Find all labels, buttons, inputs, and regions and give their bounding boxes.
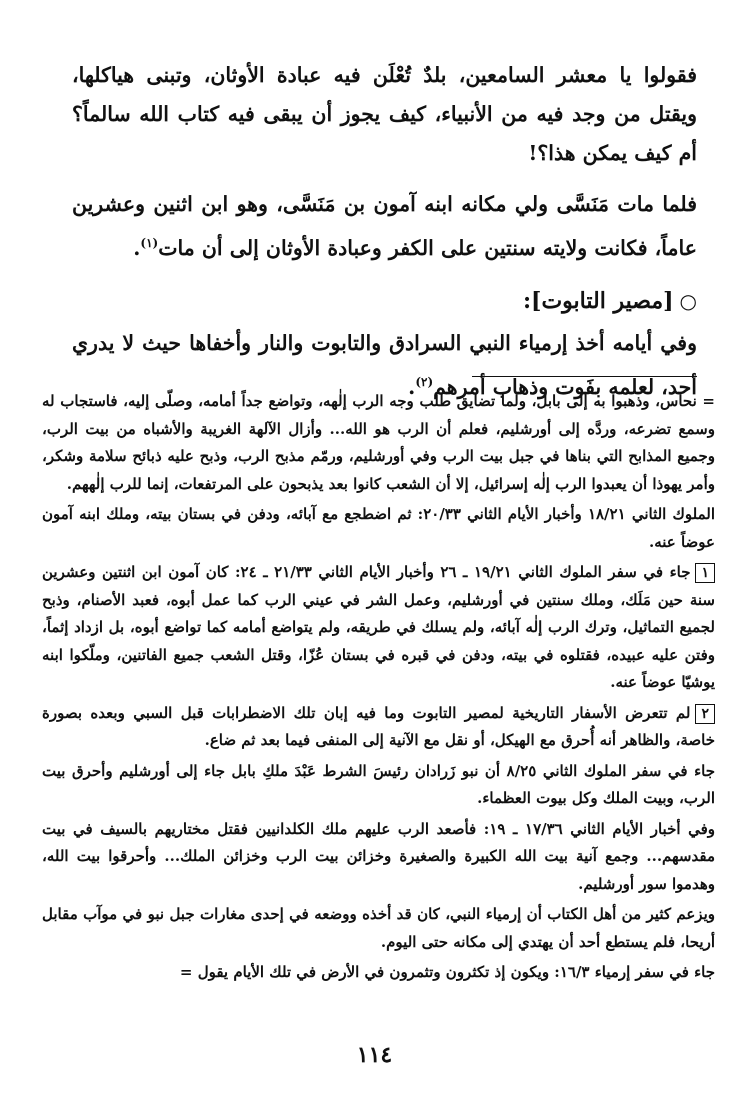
footnote-1-text: جاء في سفر الملوك الثاني ١٩/٢١ ـ ٢٦ وأخبار الأيام الثاني ٢١/٣٣ ـ ٢٤: كان آمون ابن اثنتين وعشرين سنة حين مَلَك، وملك سنتين في أورشليم، وعمل الشر في عيني الرب كما عمل أبوه، فعبد الأصنام، وذبح لجميع التماثيل، وترك الرب إلٰه آبائه، ولم يسلك في طريقه، ولم يتواضع أمامه كما تواضع أبوه، بل ازداد إثماً، وفتن عليه عبيده، فقتلوه في بيته، ودفن في قبره في بستان عُزّا، وقتل الشعب جميع الفاتنين، وملّكوا ابنه يوشيّا عوضاً عنه.: [42, 563, 715, 691]
section-heading: [72, 280, 697, 322]
footnote-ref-2[interactable]: (٢): [415, 374, 434, 389]
paragraph-2-end: .: [133, 235, 141, 260]
circle-bullet-icon: ○: [679, 288, 697, 313]
footnote-2: [42, 700, 715, 755]
footnote-2-text: لم تتعرض الأسفار التاريخية لمصير التابوت وما فيه إبان تلك الاضطرابات قبل السبي وبعده بصورة خاصة، والظاهر أنه أُحرق مع الهيكل، أو نقل مع الآنية إلى المنفى فيما بعد ثم ضاع.: [42, 703, 715, 749]
footnote-continuation: = نحاس، وذهبوا به إلى بابل، ولما تضايق طلب وجه الرب إلٰهه، وتواضع جداً أمامه، وصلّى إليه، فاستجاب له وسمع تضرعه، وردَّه إلى أورشليم، فعلم أن الرب هو الله... وأزال الآلهة الغريبة والأشباه من بيت الرب، وجميع المذابح التي بناها في جبل بيت الرب وفي أورشليم، ورمّم مذبح الرب، وذبح عليه ذبائح سلامة وشكر، وأمر يهوذا أن يعبدوا الرب إلٰه إسرائيل، إلا أن الشعب كانوا بعد يذبحون على المرتفعات، إنما للرب إلٰههم.: [42, 392, 715, 493]
footnote-2-paragraph-3: وفي أخبار الأيام الثاني ١٧/٣٦ ـ ١٩: فأصعد الرب عليهم ملك الكلدانيين فقتل مختاريهم بالسيف في بيت مقدسهم... وجمع آنية بيت الله الكبيرة والصغيرة وخزائن بيت الرب وخزائن الملك... وأحرقوا بيت الله، وهدموا سور أورشليم.: [42, 819, 716, 893]
footnote-2-number: ٢: [695, 704, 715, 724]
footnote-2-paragraph-5: جاء في سفر إرمياء ١٦/٣: ويكون إذ تكثرون وتثمرون في الأرض في تلك الأيام يقول =: [179, 963, 715, 981]
footnote-ref-1[interactable]: (١): [140, 236, 159, 250]
footnote-1-number: ١: [695, 563, 715, 583]
paragraph-2: [72, 185, 697, 268]
footnote-separator: [472, 376, 697, 377]
footnotes: [42, 388, 715, 990]
footnote-continuation-2: الملوك الثاني ١٨/٢١ وأخبار الأيام الثاني ٢٠/٣٣: ثم اضطجع مع آبائه، ودفن في بستان بيته، وملك ابنه آمون عوضاً عنه.: [42, 505, 716, 551]
paragraph-3-end: .: [408, 374, 416, 399]
page-number: ١١٤: [356, 1042, 393, 1068]
main-text: [72, 56, 697, 419]
footnote-1: [42, 559, 715, 697]
paragraph-3-text: وفي أيامه أخذ إرمياء النبي السرادق والتابوت والنار وأخفاها حيث لا يدري أحد، لعلمه بفَوت وذهاب أمرهم: [72, 330, 697, 399]
section-heading-text: [مصير التابوت]:: [522, 287, 674, 314]
paragraph-2-text: فلما مات مَنَسَّى ولي مكانه ابنه آمون بن مَنَسَّى، وهو ابن اثنين وعشرين عاماً، فكانت ولايته سنتين على الكفر وعبادة الأوثان إلى أن مات: [72, 192, 697, 260]
footnote-2-paragraph-4: ويزعم كثير من أهل الكتاب أن إرمياء النبي، كان قد أخذه ووضعه في إحدى مغارات جبل نبو في موآب مقابل أريحا، فلم يستطع أحد أن يهتدي إلى مكانه حتى اليوم.: [42, 905, 715, 951]
footnote-2-paragraph-2: جاء في سفر الملوك الثاني ٨/٢٥ أن نبو زَرادان رئيسَ الشرط عَبْدَ ملكِ بابل جاء إلى أورشليم وأحرق بيت الرب، وبيت الملك وكل بيوت العظماء.: [42, 761, 715, 807]
paragraph-1: فقولوا يا معشر السامعين، بلدٌ تُعْلَن فيه عبادة الأوثان، وتبنى هياكلها، ويقتل من وجد فيه من الأنبياء، كيف يجوز أن يبقى فيه كتاب الله سالماً؟ أم كيف يمكن هذا؟!: [72, 63, 697, 165]
